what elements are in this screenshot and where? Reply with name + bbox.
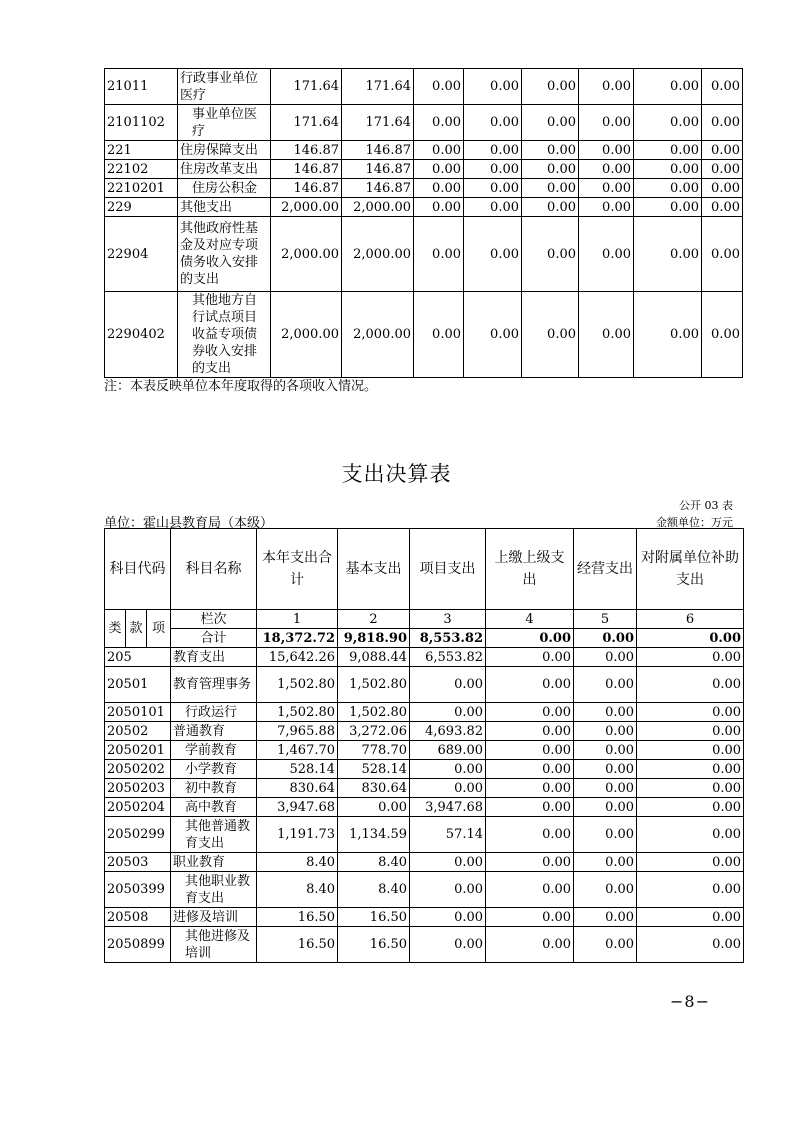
row-value: 1,467.70 xyxy=(257,741,338,760)
row-value: 3,947.68 xyxy=(257,798,338,817)
row-value: 2,000.00 xyxy=(342,198,414,217)
table-row xyxy=(105,722,744,741)
row-code: 221 xyxy=(105,141,178,160)
row-code: 2050299 xyxy=(105,817,171,853)
row-code: 2101102 xyxy=(105,105,178,141)
amount-unit-label: 金额单位：万元 xyxy=(656,516,733,529)
row-value: 2,000.00 xyxy=(271,292,342,378)
row-value: 0.00 xyxy=(579,160,634,179)
row-value: 830.64 xyxy=(257,779,338,798)
row-value: 0.00 xyxy=(486,722,574,741)
row-value: 0.00 xyxy=(464,105,522,141)
row-code: 2290402 xyxy=(105,292,178,378)
header-name: 科目名称 xyxy=(171,529,257,610)
row-value: 146.87 xyxy=(271,160,342,179)
total-value: 0.00 xyxy=(574,629,637,648)
row-value: 0.00 xyxy=(574,667,637,703)
row-value: 8.40 xyxy=(338,853,410,872)
row-code: 2050399 xyxy=(105,872,171,908)
row-value: 0.00 xyxy=(634,105,702,141)
sub-lei: 类 xyxy=(105,610,126,648)
row-value: 0.00 xyxy=(522,217,579,292)
row-code: 2050201 xyxy=(105,741,171,760)
row-name: 教育支出 xyxy=(171,648,257,667)
row-value: 0.00 xyxy=(579,105,634,141)
row-value: 0.00 xyxy=(414,69,464,105)
total-value: 0.00 xyxy=(486,629,574,648)
row-value: 171.64 xyxy=(271,69,342,105)
row-value: 0.00 xyxy=(634,160,702,179)
table-row xyxy=(105,292,743,378)
table-row xyxy=(105,703,744,722)
header-col-5: 经营支出 xyxy=(574,529,637,610)
row-value: 0.00 xyxy=(410,908,486,927)
row-value: 0.00 xyxy=(637,908,744,927)
row-value: 6,553.82 xyxy=(410,648,486,667)
table-row xyxy=(105,105,743,141)
row-value: 0.00 xyxy=(410,927,486,963)
row-value: 2,000.00 xyxy=(271,198,342,217)
header-col-3: 项目支出 xyxy=(410,529,486,610)
row-value: 0.00 xyxy=(634,217,702,292)
row-value: 0.00 xyxy=(702,217,743,292)
row-value: 0.00 xyxy=(634,292,702,378)
row-value: 0.00 xyxy=(486,703,574,722)
col-number: 4 xyxy=(486,610,574,629)
row-value: 0.00 xyxy=(410,667,486,703)
row-value: 146.87 xyxy=(342,179,414,198)
row-value: 0.00 xyxy=(637,927,744,963)
row-value: 0.00 xyxy=(486,648,574,667)
total-value: 0.00 xyxy=(637,629,744,648)
table-row xyxy=(105,927,744,963)
row-name: 其他进修及培训 xyxy=(171,927,257,963)
row-value: 0.00 xyxy=(414,292,464,378)
header-col-6: 对附属单位补助支出 xyxy=(637,529,744,610)
col-number: 3 xyxy=(410,610,486,629)
row-value: 0.00 xyxy=(702,141,743,160)
row-value: 146.87 xyxy=(342,141,414,160)
row-code: 22102 xyxy=(105,160,178,179)
row-value: 830.64 xyxy=(338,779,410,798)
row-value: 0.00 xyxy=(464,292,522,378)
row-value: 0.00 xyxy=(486,779,574,798)
header-code: 科目代码 xyxy=(105,529,171,610)
row-value: 0.00 xyxy=(414,179,464,198)
col-number: 6 xyxy=(637,610,744,629)
row-name: 普通教育 xyxy=(171,722,257,741)
row-value: 0.00 xyxy=(702,198,743,217)
row-name: 行政事业单位医疗 xyxy=(178,69,271,105)
row-value: 0.00 xyxy=(486,908,574,927)
row-value: 0.00 xyxy=(410,779,486,798)
row-value: 0.00 xyxy=(637,817,744,853)
row-value: 0.00 xyxy=(637,760,744,779)
table-row xyxy=(105,141,743,160)
row-value: 0.00 xyxy=(486,872,574,908)
sub-kuan: 款 xyxy=(126,610,147,648)
row-name: 教育管理事务 xyxy=(171,667,257,703)
row-value: 689.00 xyxy=(410,741,486,760)
row-value: 8.40 xyxy=(257,853,338,872)
row-value: 0.00 xyxy=(634,198,702,217)
row-value: 57.14 xyxy=(410,817,486,853)
sub-xiang: 项 xyxy=(147,610,171,648)
total-value: 18,372.72 xyxy=(257,629,338,648)
table-row xyxy=(105,817,744,853)
row-value: 16.50 xyxy=(257,927,338,963)
row-value: 146.87 xyxy=(342,160,414,179)
row-value: 0.00 xyxy=(522,69,579,105)
col-number: 1 xyxy=(257,610,338,629)
total-value: 9,818.90 xyxy=(338,629,410,648)
total-value: 8,553.82 xyxy=(410,629,486,648)
row-value: 0.00 xyxy=(637,648,744,667)
row-value: 528.14 xyxy=(257,760,338,779)
row-value: 0.00 xyxy=(637,741,744,760)
page-number: −8− xyxy=(670,992,710,1011)
row-value: 0.00 xyxy=(574,760,637,779)
row-name: 住房公积金 xyxy=(178,179,271,198)
row-value: 1,502.80 xyxy=(338,703,410,722)
row-code: 2210201 xyxy=(105,179,178,198)
row-value: 171.64 xyxy=(271,105,342,141)
row-value: 0.00 xyxy=(634,141,702,160)
row-value: 0.00 xyxy=(464,217,522,292)
table-row xyxy=(105,198,743,217)
table-row xyxy=(105,648,744,667)
row-value: 9,088.44 xyxy=(338,648,410,667)
col-number: 5 xyxy=(574,610,637,629)
row-name: 其他政府性基金及对应专项债务收入安排的支出 xyxy=(178,217,271,292)
row-value: 0.00 xyxy=(574,722,637,741)
row-value: 0.00 xyxy=(702,69,743,105)
unit-label: 单位：霍山县教育局（本级） xyxy=(104,516,274,531)
row-value: 171.64 xyxy=(342,69,414,105)
income-table-continued xyxy=(104,68,743,378)
row-name: 初中教育 xyxy=(171,779,257,798)
row-name: 事业单位医疗 xyxy=(178,105,271,141)
row-value: 3,947.68 xyxy=(410,798,486,817)
row-value: 16.50 xyxy=(338,908,410,927)
row-value: 0.00 xyxy=(464,160,522,179)
row-code: 229 xyxy=(105,198,178,217)
row-value: 146.87 xyxy=(271,179,342,198)
row-value: 0.00 xyxy=(464,69,522,105)
row-name: 其他支出 xyxy=(178,198,271,217)
row-value: 146.87 xyxy=(271,141,342,160)
total-label: 合计 xyxy=(171,629,257,648)
row-value: 0.00 xyxy=(574,741,637,760)
row-value: 0.00 xyxy=(702,105,743,141)
row-code: 2050202 xyxy=(105,760,171,779)
row-value: 8.40 xyxy=(338,872,410,908)
row-value: 528.14 xyxy=(338,760,410,779)
table-row xyxy=(105,779,744,798)
row-value: 0.00 xyxy=(579,141,634,160)
row-value: 4,693.82 xyxy=(410,722,486,741)
row-value: 0.00 xyxy=(574,908,637,927)
row-value: 171.64 xyxy=(342,105,414,141)
row-value: 0.00 xyxy=(634,179,702,198)
row-value: 0.00 xyxy=(579,179,634,198)
row-value: 778.70 xyxy=(338,741,410,760)
table-row xyxy=(105,908,744,927)
row-value: 0.00 xyxy=(414,105,464,141)
row-value: 0.00 xyxy=(410,703,486,722)
row-value: 1,134.59 xyxy=(338,817,410,853)
table-row xyxy=(105,872,744,908)
row-value: 0.00 xyxy=(702,160,743,179)
row-value: 0.00 xyxy=(579,69,634,105)
row-code: 2050203 xyxy=(105,779,171,798)
row-value: 0.00 xyxy=(486,798,574,817)
row-value: 2,000.00 xyxy=(271,217,342,292)
col-number: 2 xyxy=(338,610,410,629)
row-value: 0.00 xyxy=(486,741,574,760)
row-value: 0.00 xyxy=(579,292,634,378)
row-name: 其他职业教育支出 xyxy=(171,872,257,908)
row-code: 2050204 xyxy=(105,798,171,817)
row-value: 0.00 xyxy=(637,798,744,817)
table-row xyxy=(105,741,744,760)
table-row xyxy=(105,69,743,105)
row-value: 1,502.80 xyxy=(338,667,410,703)
row-value: 0.00 xyxy=(464,179,522,198)
header-col-2: 基本支出 xyxy=(338,529,410,610)
row-value: 16.50 xyxy=(338,927,410,963)
row-value: 0.00 xyxy=(410,853,486,872)
row-value: 0.00 xyxy=(522,179,579,198)
row-name: 高中教育 xyxy=(171,798,257,817)
table-row xyxy=(105,760,744,779)
row-code: 2050101 xyxy=(105,703,171,722)
row-code: 205 xyxy=(105,648,171,667)
row-value: 0.00 xyxy=(574,817,637,853)
row-value: 3,272.06 xyxy=(338,722,410,741)
table-row xyxy=(105,853,744,872)
row-code: 20508 xyxy=(105,908,171,927)
row-value: 0.00 xyxy=(464,141,522,160)
row-value: 0.00 xyxy=(574,927,637,963)
row-value: 0.00 xyxy=(410,760,486,779)
table-note: 注：本表反映单位本年度取得的各项收入情况。 xyxy=(104,379,378,394)
row-value: 0.00 xyxy=(574,648,637,667)
row-value: 0.00 xyxy=(634,69,702,105)
lanci-label: 栏次 xyxy=(171,610,257,629)
table-row xyxy=(105,179,743,198)
row-code: 20501 xyxy=(105,667,171,703)
row-value: 2,000.00 xyxy=(342,292,414,378)
row-value: 0.00 xyxy=(702,292,743,378)
row-name: 职业教育 xyxy=(171,853,257,872)
table-row xyxy=(105,798,744,817)
header-col-1: 本年支出合计 xyxy=(257,529,338,610)
row-value: 1,502.80 xyxy=(257,703,338,722)
row-code: 20503 xyxy=(105,853,171,872)
row-value: 1,502.80 xyxy=(257,667,338,703)
row-value: 0.00 xyxy=(574,853,637,872)
row-value: 0.00 xyxy=(579,217,634,292)
row-code: 20502 xyxy=(105,722,171,741)
row-value: 0.00 xyxy=(574,798,637,817)
header-col-4: 上缴上级支出 xyxy=(486,529,574,610)
form-id: 公开 03 表 xyxy=(679,499,733,512)
table-row xyxy=(105,160,743,179)
row-name: 学前教育 xyxy=(171,741,257,760)
row-name: 其他地方自行试点项目收益专项债券收入安排的支出 xyxy=(178,292,271,378)
row-value: 0.00 xyxy=(414,217,464,292)
row-value: 0.00 xyxy=(410,872,486,908)
row-value: 0.00 xyxy=(579,198,634,217)
page-title: 支出决算表 xyxy=(341,462,452,486)
row-value: 0.00 xyxy=(464,198,522,217)
row-code: 22904 xyxy=(105,217,178,292)
row-value: 0.00 xyxy=(414,160,464,179)
row-value: 16.50 xyxy=(257,908,338,927)
table-row xyxy=(105,667,744,703)
row-value: 1,191.73 xyxy=(257,817,338,853)
row-name: 进修及培训 xyxy=(171,908,257,927)
row-value: 0.00 xyxy=(637,722,744,741)
row-value: 7,965.88 xyxy=(257,722,338,741)
row-code: 2050899 xyxy=(105,927,171,963)
row-value: 0.00 xyxy=(574,872,637,908)
row-value: 0.00 xyxy=(414,141,464,160)
row-value: 2,000.00 xyxy=(342,217,414,292)
row-value: 0.00 xyxy=(702,179,743,198)
row-value: 0.00 xyxy=(522,105,579,141)
row-value: 8.40 xyxy=(257,872,338,908)
expenditure-table xyxy=(104,528,744,963)
row-value: 0.00 xyxy=(637,853,744,872)
row-value: 0.00 xyxy=(522,160,579,179)
row-name: 住房保障支出 xyxy=(178,141,271,160)
row-value: 0.00 xyxy=(637,779,744,798)
row-value: 0.00 xyxy=(522,198,579,217)
row-value: 0.00 xyxy=(486,760,574,779)
row-name: 住房改革支出 xyxy=(178,160,271,179)
row-value: 0.00 xyxy=(486,927,574,963)
row-value: 0.00 xyxy=(338,798,410,817)
row-value: 0.00 xyxy=(574,703,637,722)
row-value: 0.00 xyxy=(486,853,574,872)
row-value: 0.00 xyxy=(486,667,574,703)
row-name: 小学教育 xyxy=(171,760,257,779)
row-value: 0.00 xyxy=(522,292,579,378)
row-value: 0.00 xyxy=(637,703,744,722)
row-name: 其他普通教育支出 xyxy=(171,817,257,853)
table-row xyxy=(105,217,743,292)
row-value: 0.00 xyxy=(414,198,464,217)
row-value: 0.00 xyxy=(522,141,579,160)
row-value: 0.00 xyxy=(486,817,574,853)
row-code: 21011 xyxy=(105,69,178,105)
row-value: 0.00 xyxy=(574,779,637,798)
row-value: 15,642.26 xyxy=(257,648,338,667)
row-name: 行政运行 xyxy=(171,703,257,722)
row-value: 0.00 xyxy=(637,667,744,703)
row-value: 0.00 xyxy=(637,872,744,908)
